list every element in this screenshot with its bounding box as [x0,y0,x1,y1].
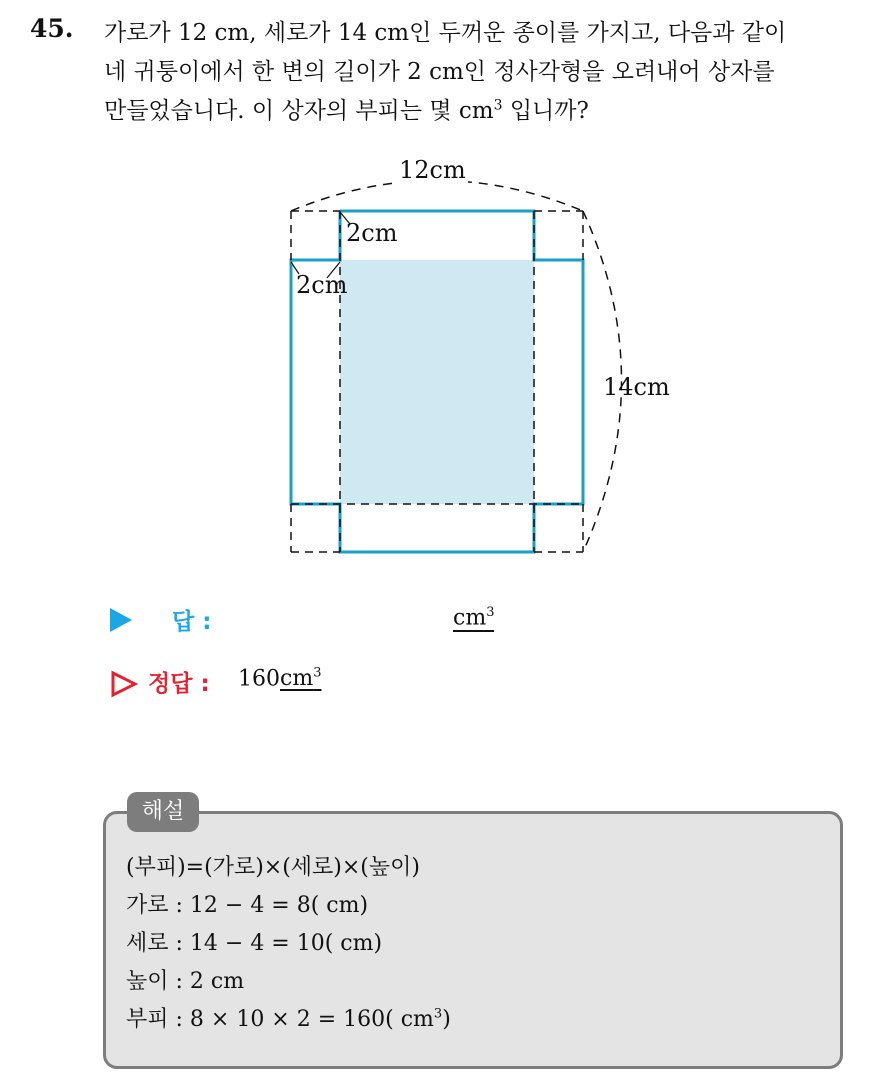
solution-line-5-main: 부피 : 8 × 10 × 2 = 160( cm [126,1007,434,1032]
solution-line-1: (부피)=(가로)×(세로)×(높이) [126,855,420,880]
outline-triangle-icon [110,670,138,698]
box-base-shaded [340,260,534,504]
answer-unit-sup: 3 [486,605,495,620]
answer-label: 답 : [172,609,212,635]
question-line-3-end: 입니까? [502,98,589,124]
question-line-3-sup: 3 [493,97,503,114]
answer-unit-text: cm [453,605,487,631]
solution-line-5-end: ) [442,1007,451,1032]
correct-value-unit [280,666,321,691]
correct-answer-label: 정답 : [148,671,210,697]
correct-answer-value [238,666,321,691]
solution-tab: 해설 [127,792,199,832]
correct-unit-sup: 3 [313,666,322,681]
solution-line-2: 가로 : 12 − 4 = 8( cm) [126,893,369,918]
question-text-line-1: 가로가 12 cm, 세로가 14 cm인 두꺼운 종이를 가지고, 다음과 같이 [104,20,787,46]
question-number: 45. [30,14,74,43]
solution-line-3: 세로 : 14 − 4 = 10( cm) [126,931,383,956]
question-text-line-2: 네 귀퉁이에서 한 변의 길이가 2 cm인 정사각형을 오려내어 상자를 [104,59,775,85]
height-label: 14cm [603,373,670,401]
solution-line-5-sup: 3 [433,1006,443,1022]
question-line-3-main: 만들었습니다. 이 상자의 부피는 몇 cm [104,98,494,124]
cut-label-top: 2cm [346,219,398,247]
correct-value-number: 160 [238,666,280,692]
cut-label-left: 2cm [296,271,348,299]
solution-line-4: 높이 : 2 cm [126,969,245,994]
play-triangle-icon [110,608,132,632]
solution-line-5 [126,1002,451,1033]
width-dimension-arc [291,181,583,212]
correct-unit-text: cm [280,666,314,692]
width-label: 12cm [399,156,466,184]
answer-unit [453,605,494,630]
